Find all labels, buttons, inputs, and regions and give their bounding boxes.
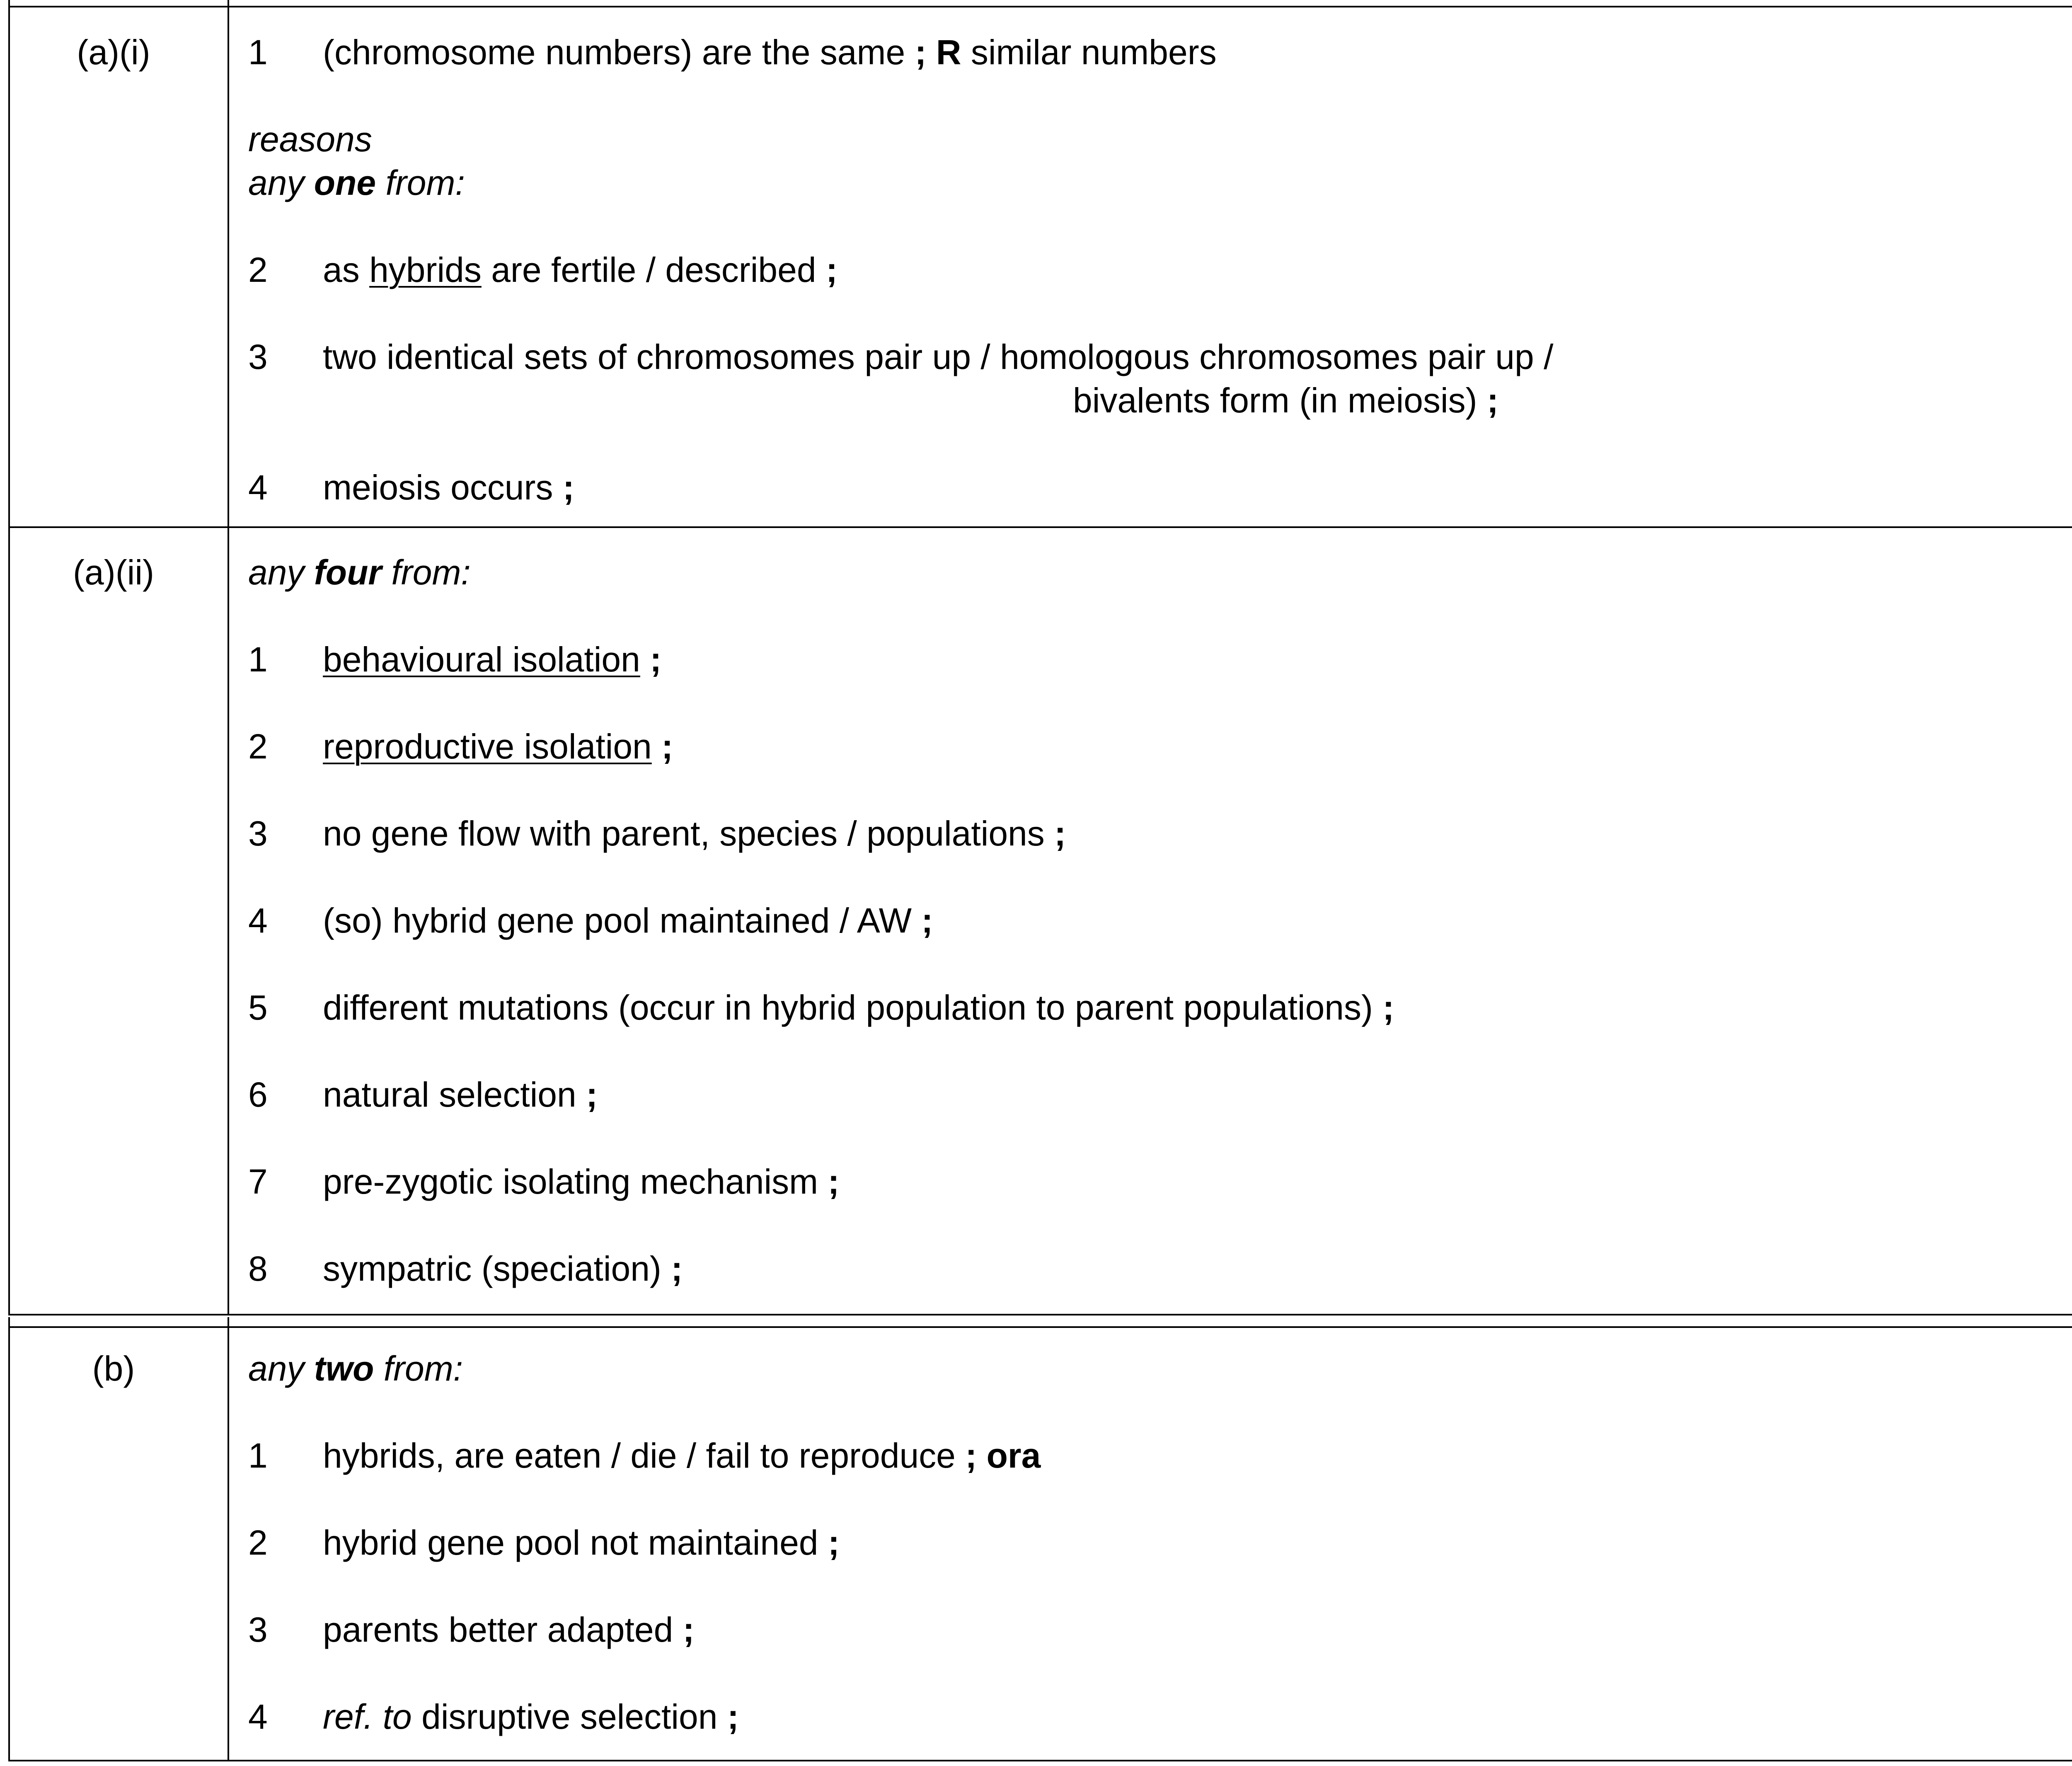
question-label-a-ii: (a)(ii) [73, 553, 154, 592]
point-number: 8 [248, 1249, 268, 1288]
answer-point-b-1: hybrids, are eaten / die / fail to reproduce ; ora [323, 1436, 1041, 1475]
answer-point-a-i-1: (chromosome numbers) are the same ; R similar numbers [323, 33, 1217, 72]
mark-scheme-table-a [8, 6, 2072, 1315]
column-divider-left [228, 1328, 229, 1760]
point-number: 1 [248, 33, 268, 72]
point-number: 6 [248, 1075, 268, 1114]
answer-point-a-ii-1: behavioural isolation ; [323, 640, 662, 679]
any-four-from: any four from: [248, 553, 471, 592]
answer-point-a-i-4: meiosis occurs ; [323, 468, 574, 507]
answer-point-a-ii-8: sympatric (speciation) ; [323, 1249, 683, 1288]
point-number: 4 [248, 1697, 268, 1736]
point-number: 5 [248, 988, 268, 1027]
answer-point-a-i-2: as hybrids are fertile / described ; [323, 250, 838, 289]
reasons-heading: reasons [248, 120, 372, 159]
point-number: 4 [248, 468, 268, 507]
question-label-b: (b) [92, 1349, 135, 1388]
point-number: 1 [248, 1436, 268, 1475]
point-number: 2 [248, 250, 268, 289]
answer-point-b-2: hybrid gene pool not maintained ; [323, 1523, 840, 1562]
answer-point-a-i-3-continued: bivalents form (in meiosis) ; [1073, 381, 1498, 420]
answer-point-b-3: parents better adapted ; [323, 1610, 695, 1649]
any-one-from: any one from: [248, 163, 465, 202]
point-number: 1 [248, 640, 268, 679]
answer-point-a-ii-3: no gene flow with parent, species / populations ; [323, 814, 1066, 853]
point-number: 3 [248, 1610, 268, 1649]
answer-point-a-ii-5: different mutations (occur in hybrid population to parent populations) ; [323, 988, 1394, 1027]
point-number: 2 [248, 1523, 268, 1562]
row-divider [10, 526, 2072, 528]
point-number: 4 [248, 901, 268, 940]
any-two-from: any two from: [248, 1349, 463, 1388]
answer-point-a-ii-6: natural selection ; [323, 1075, 598, 1114]
answer-point-a-i-3: two identical sets of chromosomes pair up / homologous chromosomes pair up / [323, 337, 1554, 376]
point-number: 7 [248, 1162, 268, 1201]
point-number: 3 [248, 337, 268, 376]
answer-point-b-4: ref. to disruptive selection ; [323, 1697, 739, 1736]
point-number: 3 [248, 814, 268, 853]
point-number: 2 [248, 727, 268, 766]
column-divider-left [228, 7, 229, 1314]
question-label-a-i: (a)(i) [77, 33, 150, 72]
mark-scheme-table-b [8, 1326, 2072, 1761]
answer-point-a-ii-2: reproductive isolation ; [323, 727, 673, 766]
answer-point-a-ii-7: pre-zygotic isolating mechanism ; [323, 1162, 840, 1201]
answer-point-a-ii-4: (so) hybrid gene pool maintained / AW ; [323, 901, 933, 940]
